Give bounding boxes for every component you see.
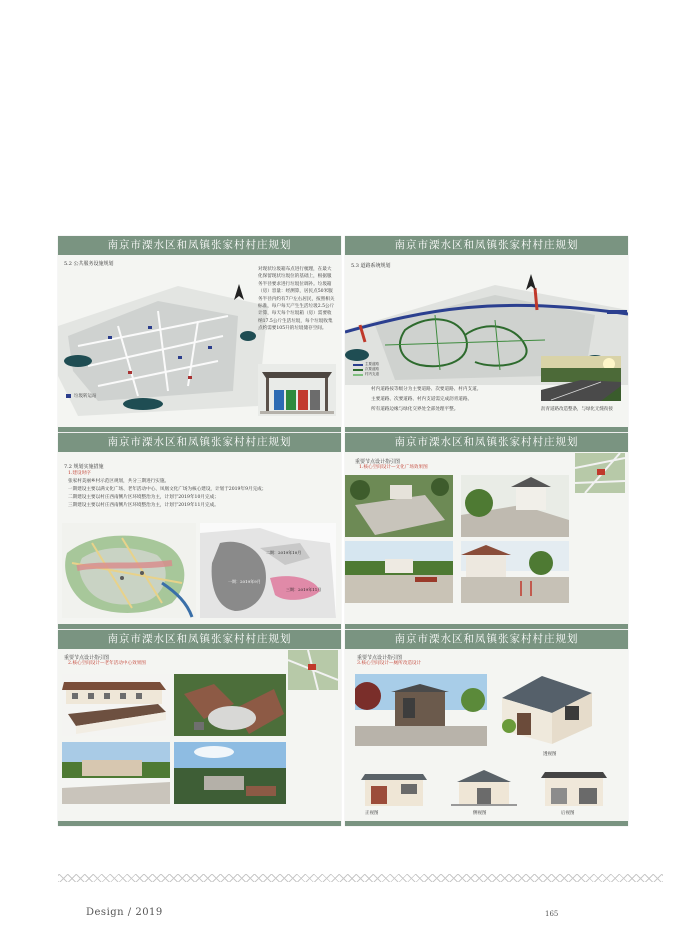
panel-title: 南京市溧水区和凤镇张家村村庄规划 — [58, 236, 341, 255]
page-number: 165 — [545, 910, 559, 918]
phase-label-2: 二期：2019年10月 — [266, 550, 302, 555]
panel-footer-bar — [345, 821, 628, 826]
key-map-thumbnail — [575, 453, 625, 493]
section-heading: 重要节点设计指引图 — [355, 459, 401, 465]
north-arrow-icon — [233, 284, 245, 306]
road-legend — [353, 362, 379, 377]
description-text: 对现状垃圾箱布点进行梳理，在最大化保留现状垃圾位的基础上，根据服务半径要求进行垃圾位调补。垃圾箱（房）容量：经测算，居民点50米服务半径内约有7户左右居民，按照相关标准，每户每天产生生活垃圾2.5公斤计算，每天每个垃圾箱（房）需要收纳17.5公斤生活垃圾，每个垃圾收集点约需要105升的垃圾储存空间。 — [258, 267, 335, 332]
phase-text-3: 二期建设主要以村庄西南侧片区环境整治为主，计划于2019年10月完成； — [68, 495, 219, 500]
subheading: 1.建设时序 — [68, 471, 91, 476]
phase-text-2: 一期建设主要以满文化广场、老年活动中心、凤凰文化广场为核心建设，计划于2019年9月完成； — [68, 487, 267, 492]
panel-footer-bar — [345, 427, 628, 432]
front-view-caption: 正视图 — [365, 811, 379, 816]
back-view-caption: 后视图 — [561, 811, 575, 816]
render-toilet-perspective — [497, 668, 597, 748]
subheading: 3.核心空间设计—厕所改造设计 — [357, 661, 422, 666]
trash-station-photo — [258, 364, 336, 416]
elevation-back — [541, 768, 607, 808]
render-toilet-street — [355, 674, 487, 746]
elevation-front — [361, 768, 427, 808]
panel-title: 南京市溧水区和凤镇张家村村庄规划 — [345, 433, 628, 452]
render-center-street — [62, 742, 170, 804]
legend-item: 主要道路 — [365, 362, 379, 366]
journal-label: Design / 2019 — [86, 907, 163, 918]
phase-label-3: 三期：2019年11月 — [286, 587, 322, 592]
render-center-front — [62, 674, 170, 736]
panel-road-system — [345, 236, 628, 432]
road-photo-caption: 沥青道路改造整条，与绿化无缝衔接 — [541, 407, 613, 412]
phase-text-1: 张家村美丽乡村示范区规划，共分三期进行实施。 — [68, 479, 170, 484]
phase-label-1: 一期：2019年9月 — [228, 579, 261, 584]
section-heading: 重要节点设计指引图 — [357, 655, 403, 661]
panel-footer-bar — [58, 821, 341, 826]
decorative-divider — [58, 874, 663, 882]
map-legend: 垃圾转运站 — [74, 394, 97, 399]
render-plaza-fitness — [461, 541, 569, 603]
panel-footer-bar — [58, 427, 341, 432]
perspective-caption: 透视图 — [543, 752, 557, 757]
phase-text-4: 三期建设主要以村庄西南侧片区环境整治为主，计划于2019年11月完成。 — [68, 503, 219, 508]
road-text-3: 所有道路边缘与绿化交界处全部处理平整。 — [371, 407, 459, 412]
panel-footer-bar — [58, 624, 341, 629]
render-aerial-square — [345, 475, 453, 537]
phase-map — [200, 523, 336, 618]
elevation-side — [451, 768, 517, 808]
key-map-thumbnail — [288, 650, 338, 690]
render-center-overview — [174, 742, 286, 804]
panel-implementation — [58, 433, 341, 629]
section-heading: 5.3 道路系统规划 — [351, 263, 391, 269]
side-view-caption: 侧视图 — [473, 811, 487, 816]
render-pavilion — [461, 475, 569, 537]
panel-title: 南京市溧水区和凤镇张家村村庄规划 — [345, 236, 628, 255]
subheading: 1.核心空间设计—文化广场效果图 — [359, 465, 428, 470]
road-photo — [541, 356, 621, 401]
panel-elderly-center — [58, 630, 341, 826]
section-heading: 5.2 公共服务设施规划 — [64, 261, 114, 267]
north-arrow-icon — [525, 274, 537, 296]
panel-footer-bar — [345, 624, 628, 629]
legend-item: 次要道路 — [365, 367, 379, 371]
section-heading: 7.2 规划实施措施 — [64, 464, 104, 470]
render-plaza-day — [345, 541, 453, 603]
section-heading: 重要节点设计指引图 — [64, 655, 110, 661]
site-color-plan — [62, 523, 196, 618]
render-center-aerial — [174, 674, 286, 736]
panel-culture-square — [345, 433, 628, 629]
panel-waste-facilities — [58, 236, 341, 432]
legend-item: 村内支道 — [365, 372, 379, 376]
panel-title: 南京市溧水区和凤镇张家村村庄规划 — [58, 630, 341, 649]
subheading: 2.核心空间设计—老年活动中心效果图 — [68, 661, 146, 666]
road-text-1: 村内道路按等级分为主要道路、次要道路、村内支道。 — [371, 387, 482, 392]
panel-title: 南京市溧水区和凤镇张家村村庄规划 — [345, 630, 628, 649]
road-text-2: 主要道路、次要道路、村内支道需完成沥青道路。 — [371, 397, 473, 402]
panel-title: 南京市溧水区和凤镇张家村村庄规划 — [58, 433, 341, 452]
panel-toilet-renovation — [345, 630, 628, 826]
